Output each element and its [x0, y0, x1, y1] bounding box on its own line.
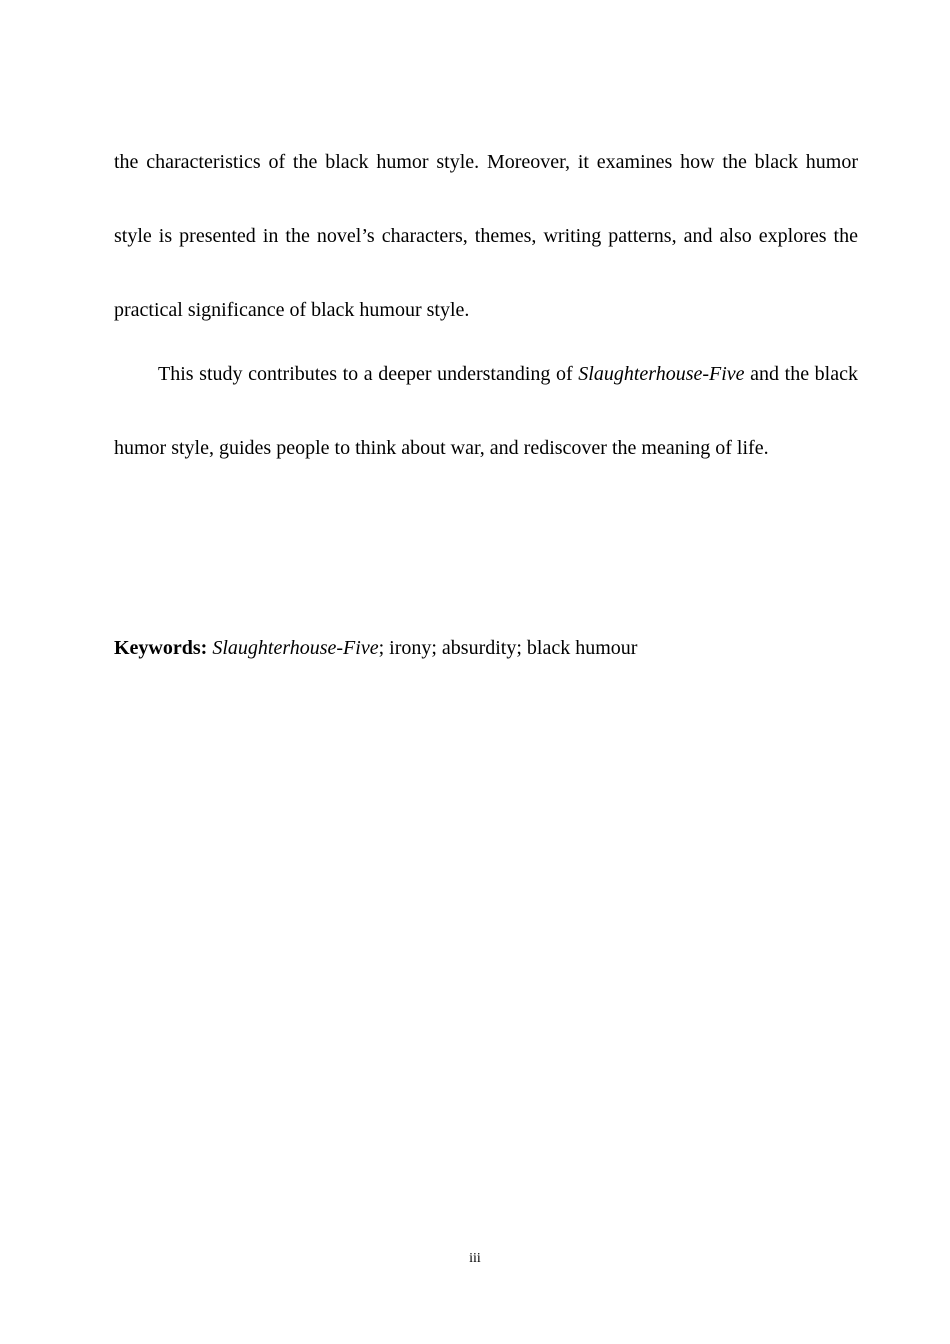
keywords-label: Keywords: — [114, 637, 208, 659]
abstract-paragraph-1: the characteristics of the black humor style. Moreover, it examines how the black humor style is presented in the novel’s characters, themes, writing patterns, and also explores the practical significance of black humour style. — [114, 151, 858, 321]
abstract-paragraph-2 — [114, 337, 858, 485]
keywords-list: ; irony; absurdity; black humour — [378, 637, 638, 659]
keyword-novel-title: Slaughterhouse-Five — [212, 637, 379, 659]
page-number: iii — [469, 1251, 481, 1266]
keywords-line — [114, 630, 858, 666]
paragraph-2-text-end: and the black humor style, guides people to think about war, and rediscover the meaning of life. — [114, 363, 858, 459]
paragraph-2-text-start: This study contributes to a deeper understanding of — [158, 363, 579, 385]
novel-title: Slaughterhouse-Five — [578, 363, 745, 385]
